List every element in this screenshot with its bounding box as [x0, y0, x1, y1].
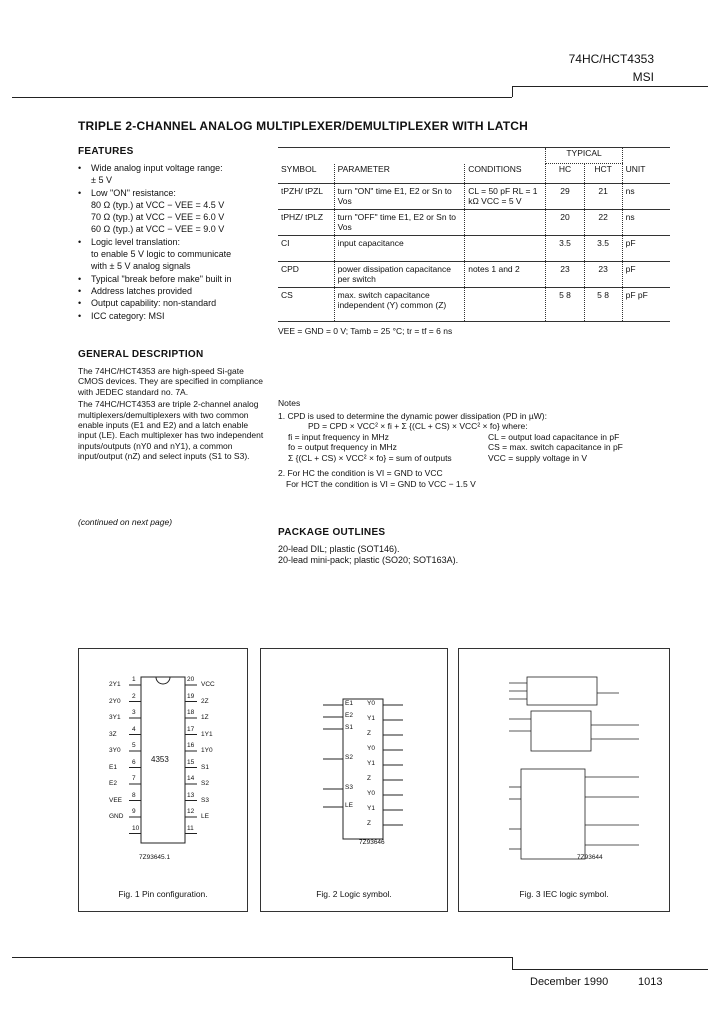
- series-label: MSI: [632, 70, 654, 84]
- spec-cell-symbol: CPD: [278, 262, 334, 288]
- footer-rule-left: [12, 957, 512, 958]
- spec-cell-parameter: power dissipation capacitance per switch: [334, 262, 465, 288]
- pin-number: 12: [187, 808, 195, 815]
- spec-row: [278, 210, 670, 236]
- pin-label-right: S1: [201, 763, 209, 771]
- pin-label-left: 2Y0: [109, 697, 121, 705]
- spec-cell-parameter: input capacitance: [334, 236, 465, 262]
- pin-number: 1: [132, 676, 136, 683]
- logic-output-label: Y1: [367, 805, 375, 812]
- pin-label-left: GND: [109, 813, 124, 820]
- spec-row: [278, 262, 670, 288]
- pin-number: 8: [132, 791, 136, 799]
- spec-cell-hct: 21: [584, 184, 622, 210]
- spec-cell-parameter: turn "OFF" time E1, E2 or Sn to Vos: [334, 210, 465, 236]
- footer-rule-right: [512, 969, 708, 970]
- logic-output-label: Z: [367, 730, 371, 737]
- pin-label-right: 2Z: [201, 697, 209, 705]
- pin-label-right: 1Z: [201, 714, 209, 721]
- logic-input-label: S3: [345, 784, 353, 791]
- pin-number: 10: [132, 824, 140, 832]
- pin-label-right: VCC: [201, 681, 215, 688]
- iec-block-3: [521, 769, 585, 859]
- gd-paragraph-2: The 74HC/HCT4353 are triple 2-channel analog multiplexers/demultiplexers with two common enable inputs (E1 and E2) and a latch enable input (LE). Each multiplexer has two independent inputs/outputs (nY0 and nY1), a common input/output (nZ) and select inputs (S1 to S3).: [78, 399, 264, 462]
- fig1-code: 7Z93645.1: [139, 854, 171, 861]
- feature-item: • ICC category: MSI: [78, 310, 268, 322]
- spec-cell-hc: 29: [546, 184, 584, 210]
- pin-label-left: VEE: [109, 796, 123, 804]
- pin-number: 3: [132, 709, 136, 716]
- logic-output-label: Y0: [367, 790, 375, 797]
- spec-cell-symbol: CI: [278, 236, 334, 262]
- spec-cell-symbol: CS: [278, 288, 334, 322]
- iec-symbol-svg: [459, 649, 669, 869]
- spec-cell-parameter: max. switch capacitance independent (Y) common (Z): [334, 288, 465, 322]
- feature-subline: 60 Ω (typ.) at VCC − VEE = 9.0 V: [91, 224, 225, 235]
- parameter-header: PARAMETER: [334, 164, 465, 184]
- iec-block-1: [527, 677, 597, 705]
- pin-number: 9: [132, 808, 136, 815]
- logic-block: [343, 699, 383, 839]
- logic-input-label: E2: [345, 712, 353, 719]
- pin-label-left: 3Z: [109, 730, 117, 738]
- package-line-1: 20-lead DIL; plastic (SOT146).: [278, 544, 400, 554]
- definition: fo = output frequency in MHz: [288, 442, 397, 452]
- figure-1-pin-configuration: [78, 648, 248, 912]
- pin-number: 5: [132, 742, 136, 749]
- spec-cell-conditions: CL = 50 pF RL = 1 kΩ VCC = 5 V: [465, 184, 546, 210]
- spec-cell-symbol: tPZH/ tPZL: [278, 184, 334, 210]
- notes-section: [278, 398, 668, 489]
- figure-2-caption: Fig. 2 Logic symbol.: [316, 889, 392, 899]
- pin-label-left: E2: [109, 780, 117, 787]
- pin-number: 15: [187, 758, 195, 766]
- feature-subline: 70 Ω (typ.) at VCC − VEE = 6.0 V: [91, 212, 225, 223]
- feature-item: • Low "ON" resistance:: [78, 187, 268, 199]
- pin-number: 14: [187, 775, 195, 782]
- figure-3-caption: Fig. 3 IEC logic symbol.: [519, 889, 609, 899]
- iec-block-2: [531, 711, 591, 751]
- general-description: [78, 366, 266, 464]
- pin-number: 13: [187, 791, 195, 799]
- pin-number: 16: [187, 742, 195, 749]
- spec-table: [278, 147, 670, 322]
- spec-cell-conditions: [465, 210, 546, 236]
- logic-input-label: S2: [345, 754, 353, 761]
- feature-subline: 80 Ω (typ.) at VCC − VEE = 4.5 V: [91, 199, 225, 210]
- spec-cell-hc: 5 8: [546, 288, 584, 322]
- typical-header: TYPICAL: [546, 148, 622, 164]
- note-1-definitions: [278, 432, 668, 464]
- pin-number: 6: [132, 758, 136, 766]
- header-rule-right: [512, 86, 708, 87]
- features-list: [78, 162, 268, 322]
- spec-cell-unit: pF: [622, 262, 670, 288]
- definitions-right: [488, 432, 623, 464]
- header-rule-notch: [512, 86, 513, 97]
- note-1-intro: 1. CPD is used to determine the dynamic power dissipation (PD in µW):: [278, 410, 547, 421]
- features-heading: FEATURES: [78, 146, 134, 157]
- logic-input-label: LE: [345, 802, 353, 809]
- pin-label-left: 2Y1: [109, 681, 121, 688]
- document-title: TRIPLE 2-CHANNEL ANALOG MULTIPLEXER/DEMULTIPLEXER WITH LATCH: [78, 119, 528, 133]
- figure-3-iec-logic-symbol: [458, 648, 670, 912]
- feature-subline: ± 5 V: [91, 175, 112, 186]
- hct-header: HCT: [584, 164, 622, 184]
- feature-item: • Logic level translation:: [78, 236, 268, 248]
- logic-output-label: Y1: [367, 760, 375, 767]
- pin-number: 7: [132, 775, 136, 782]
- definition: VCC = supply voltage in V: [488, 452, 587, 463]
- spec-cell-hc: 20: [546, 210, 584, 236]
- spec-cell-conditions: [465, 288, 546, 322]
- note-2-hct: For HCT the condition is VI = GND to VCC − 1.5 V: [286, 478, 476, 489]
- spec-cell-hct: 3.5: [584, 236, 622, 262]
- conditions-header: CONDITIONS: [465, 164, 546, 184]
- package-line-2: 20-lead mini-pack; plastic (SO20; SOT163A).: [278, 555, 459, 565]
- symbol-header: SYMBOL: [278, 164, 334, 184]
- notes-heading: Notes: [278, 398, 301, 408]
- spec-row: [278, 184, 670, 210]
- pin-label-right: 1Y0: [201, 747, 213, 754]
- spec-row: [278, 288, 670, 322]
- spec-cell-hc: 23: [546, 262, 584, 288]
- pin-label-right: LE: [201, 813, 209, 820]
- note-1-formula: PD = CPD × VCC² × fi + Σ {(CL + CS) × VCC² × fo} where:: [308, 421, 528, 431]
- general-description-heading: GENERAL DESCRIPTION: [78, 349, 204, 360]
- footer-rule-notch: [512, 957, 513, 969]
- feature-item: • Address latches provided: [78, 285, 268, 297]
- feature-item: • Typical "break before make" built in: [78, 273, 268, 285]
- footer-date: December 1990: [530, 976, 609, 988]
- pin-label-right: S3: [201, 796, 209, 804]
- spec-row: [278, 236, 670, 262]
- spec-cell-hct: 23: [584, 262, 622, 288]
- pin-label-right: 1Y1: [201, 730, 213, 738]
- continued-note: (continued on next page): [78, 517, 173, 527]
- part-number: 74HC/HCT4353: [568, 52, 654, 66]
- page-number: 1013: [638, 976, 663, 988]
- unit-header: UNIT: [622, 164, 670, 184]
- pin-label-left: 3Y1: [109, 714, 121, 721]
- spec-cell-unit: ns: [622, 210, 670, 236]
- definition: CL = output load capacitance in pF: [488, 431, 620, 442]
- logic-output-label: Y0: [367, 745, 375, 752]
- pin-number: 4: [132, 725, 136, 733]
- spec-cell-hc: 3.5: [546, 236, 584, 262]
- spec-cell-conditions: [465, 236, 546, 262]
- spec-cell-hct: 5 8: [584, 288, 622, 322]
- logic-output-label: Y0: [367, 700, 375, 707]
- logic-output-label: Z: [367, 775, 371, 782]
- feature-item: • Wide analog input voltage range:: [78, 162, 268, 174]
- chip-label: 4353: [151, 755, 169, 764]
- spec-cell-symbol: tPHZ/ tPLZ: [278, 210, 334, 236]
- figure-2-logic-symbol: [260, 648, 448, 912]
- pin-number: 17: [187, 725, 195, 733]
- pin-label-left: E1: [109, 763, 117, 771]
- logic-input-label: S1: [345, 724, 353, 731]
- pin-number: 18: [187, 709, 195, 716]
- spec-table-wrap: [278, 147, 670, 336]
- pin-number: 19: [187, 692, 195, 700]
- spec-cell-conditions: notes 1 and 2: [465, 262, 546, 288]
- fig2-code: 7Z93646: [359, 839, 385, 846]
- package-outlines: [278, 527, 458, 566]
- feature-subline: to enable 5 V logic to communicate: [91, 249, 232, 260]
- pin-label-right: S2: [201, 780, 209, 787]
- fig3-code: 7Z93644: [577, 854, 603, 861]
- logic-symbol-svg: [261, 649, 447, 869]
- note-2-hc: 2. For HC the condition is VI = GND to VCC: [278, 468, 443, 478]
- pin-label-left: 3Y0: [109, 747, 121, 754]
- logic-input-label: E1: [345, 700, 353, 707]
- hc-header: HC: [546, 164, 584, 184]
- definition: Σ {(CL + CS) × VCC² × fo} = sum of outputs: [288, 452, 452, 463]
- pin-number: 20: [187, 676, 195, 683]
- header-rule-left: [12, 97, 512, 98]
- definitions-left: [288, 432, 488, 464]
- logic-output-label: Y1: [367, 715, 375, 722]
- feature-item: • Output capability: non-standard: [78, 297, 268, 309]
- gd-paragraph-1: The 74HC/HCT4353 are high-speed Si-gate CMOS devices. They are specified in compliance with JEDEC standard no. 7A.: [78, 366, 264, 397]
- spec-cell-unit: pF pF: [622, 288, 670, 322]
- chip-notch: [156, 677, 170, 684]
- package-outlines-heading: PACKAGE OUTLINES: [278, 527, 386, 538]
- spec-cell-unit: ns: [622, 184, 670, 210]
- pin-number: 2: [132, 692, 136, 700]
- pin-diagram-svg: [79, 649, 247, 879]
- logic-output-label: Z: [367, 820, 371, 827]
- spec-cell-parameter: turn "ON" time E1, E2 or Sn to Vos: [334, 184, 465, 210]
- definition: fi = input frequency in MHz: [288, 431, 389, 442]
- definition: CS = max. switch capacitance in pF: [488, 442, 623, 452]
- spec-cell-hct: 22: [584, 210, 622, 236]
- pin-number: 11: [187, 824, 194, 832]
- feature-subline: with ± 5 V analog signals: [91, 261, 191, 272]
- figure-1-caption: Fig. 1 Pin configuration.: [118, 889, 208, 899]
- spec-footnote: VEE = GND = 0 V; Tamb = 25 °C; tr = tf = 6 ns: [278, 326, 453, 336]
- spec-cell-unit: pF: [622, 236, 670, 262]
